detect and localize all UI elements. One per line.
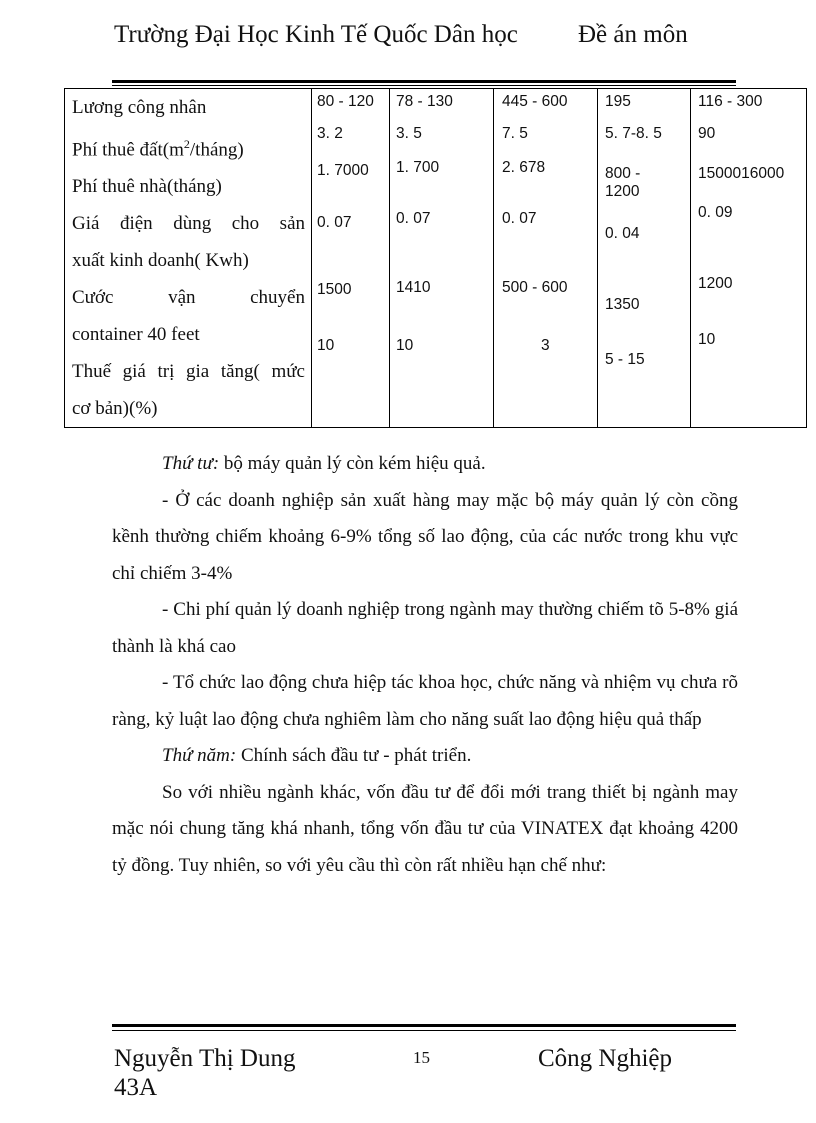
cell-electricity: 0. 07 xyxy=(502,210,537,227)
footer-author: Nguyễn Thị Dung 43A xyxy=(114,1045,296,1101)
label-freight-1: Cước vận chuyển xyxy=(72,287,305,309)
cell-vat: 10 xyxy=(317,337,335,354)
cell-house: 1500016000 xyxy=(698,165,785,182)
cell-house: 1. 7000 xyxy=(317,162,369,179)
paragraph-fourth: Thứ tư: bộ máy quản lý còn kém hiệu quả. xyxy=(162,453,486,474)
cell-freight: 1410 xyxy=(396,279,431,296)
paragraph-labor-organization: - Tổ chức lao động chưa hiệp tác khoa học, chức năng và nhiệm vụ chưa rõ ràng, kỷ luật lao động chưa nghiêm làm cho năng suất lao động hiệu quả thấp xyxy=(112,672,738,730)
page-number: 15 xyxy=(413,1048,430,1067)
cell-wage: 195 xyxy=(605,93,631,110)
cell-land: 3. 5 xyxy=(396,125,422,142)
label-vat-1: Thuế giá trị gia tăng( mức xyxy=(72,361,305,383)
cell-freight: 1200 xyxy=(698,275,733,292)
paragraph-management-cost: - Chi phí quản lý doanh nghiệp trong ngành may thường chiếm tõ 5-8% giá thành là khá cao xyxy=(112,599,738,657)
value-column-4 xyxy=(598,89,691,428)
cell-electricity: 0. 07 xyxy=(396,210,431,227)
cell-house: 1. 700 xyxy=(396,159,440,176)
cell-electricity: 0. 07 xyxy=(317,214,352,231)
cell-land: 3. 2 xyxy=(317,125,343,142)
cell-wage: 78 - 130 xyxy=(396,93,453,110)
cell-house: 800 - 1200 xyxy=(605,165,641,200)
label-vat-2: cơ bản)(%) xyxy=(72,398,158,420)
value-column-1 xyxy=(312,89,390,428)
cell-freight: 1350 xyxy=(605,296,640,313)
paragraph-investment: So với nhiều ngành khác, vốn đầu tư để đổi mới trang thiết bị ngành may mặc nói chung tăng khá nhanh, tổng vốn đầu tư của VINATEX đạt khoảng 4200 tỷ đồng. Tuy nhiên, so với yêu cầu thì còn rất nhiều hạn chế như: xyxy=(112,781,738,876)
cell-house: 2. 678 xyxy=(502,159,546,176)
label-freight-2: container 40 feet xyxy=(72,324,200,346)
cell-vat: 5 - 15 xyxy=(605,351,645,368)
footer-rule-thick xyxy=(112,1024,736,1027)
footer-rule-thin xyxy=(112,1030,736,1031)
value-column-2 xyxy=(390,89,494,428)
label-land-rent: Phí thuê $đất(m^2/tháng)$ xyxy=(72,137,244,161)
cell-vat: 10 xyxy=(698,331,716,348)
value-column-3 xyxy=(494,89,598,428)
cell-electricity: 0. 04 xyxy=(605,225,640,242)
cell-land: 90 xyxy=(698,125,716,142)
cell-land: 5. 7-8. 5 xyxy=(605,125,662,142)
fifth-label: Thứ năm: xyxy=(162,745,237,766)
cell-land: 7. 5 xyxy=(502,125,528,142)
cell-vat: 10 xyxy=(396,337,414,354)
header-rule-thick xyxy=(112,80,736,83)
value-column-5 xyxy=(691,89,807,428)
body-text xyxy=(112,446,738,884)
cell-electricity: 0. 09 xyxy=(698,204,733,221)
cell-wage: 445 - 600 xyxy=(502,93,568,110)
paragraph-management-size: - Ở các doanh nghiệp sản xuất hàng may mặc bộ máy quản lý còn cồng kềnh thường chiếm khoảng 6-9% tổng số lao động, của các nước trong khu vực chỉ chiếm 3-4% xyxy=(112,489,738,584)
cell-wage: 80 - 120 xyxy=(317,93,374,110)
header-school-name: Trường Đại Học Kinh Tế Quốc Dân học xyxy=(114,21,518,48)
footer-department: Công Nghiệp xyxy=(538,1045,673,1072)
label-house-rent: Phí thuê nhà(tháng) xyxy=(72,176,222,198)
cell-freight: 1500 xyxy=(317,281,352,298)
row-labels-cell xyxy=(65,89,312,428)
cell-vat: 3 xyxy=(541,337,550,354)
paragraph-fifth: Thứ năm: Chính sách đầu tư - phát triển. xyxy=(162,745,472,766)
label-wage: Lương công nhân xyxy=(72,97,207,118)
fourth-label: Thứ tư: xyxy=(162,453,220,474)
header-course-title: Đề án môn xyxy=(578,21,688,48)
header-rule-thin xyxy=(112,85,736,86)
label-electricity-2: xuất kinh doanh( Kwh) xyxy=(72,250,249,272)
label-electricity-1: Giá điện dùng cho sản xyxy=(72,213,305,235)
cost-comparison-table xyxy=(64,88,807,428)
cell-wage: 116 - 300 xyxy=(698,93,763,110)
cell-freight: 500 - 600 xyxy=(502,279,568,296)
